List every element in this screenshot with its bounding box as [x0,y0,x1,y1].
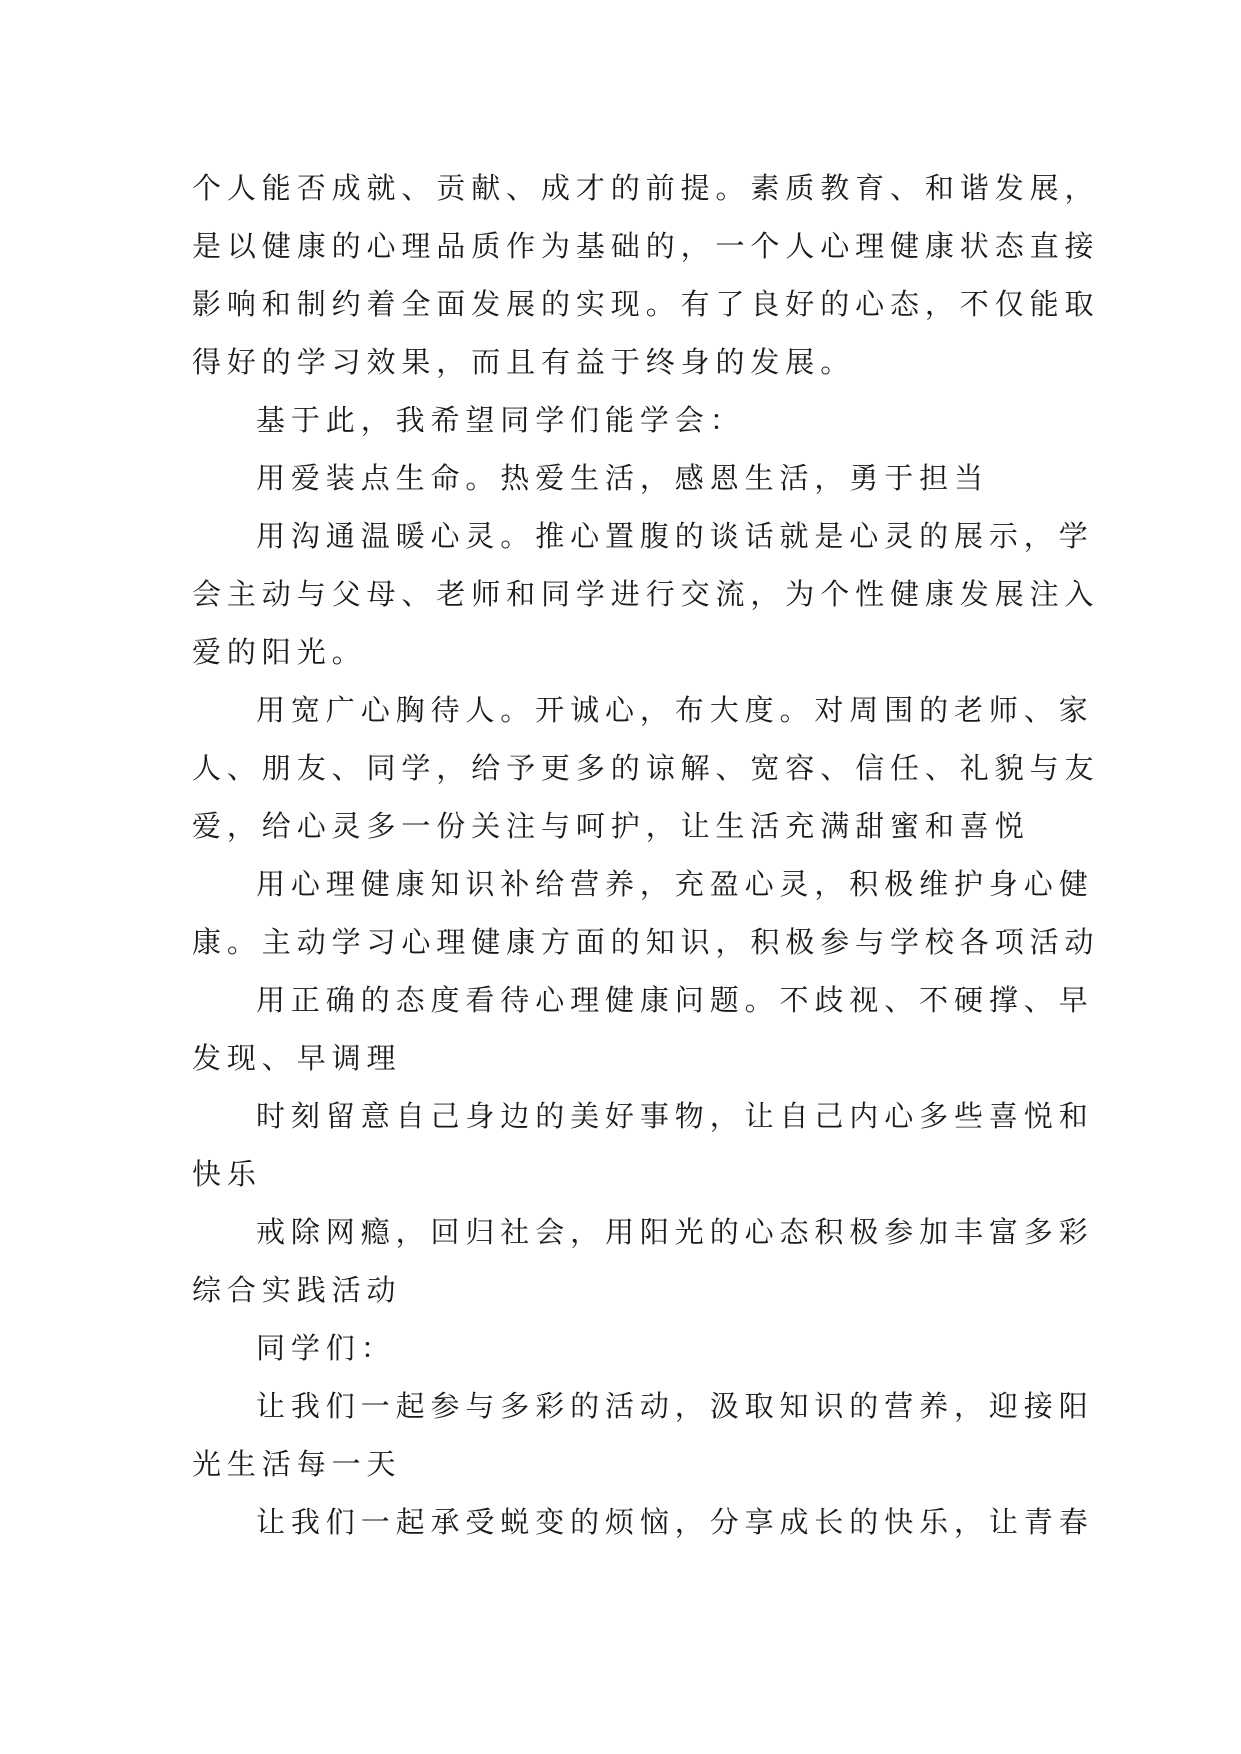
paragraph-start: 用爱装点生命。热爱生活，感恩生活，勇于担当 [256,461,989,495]
paragraph-start: 基于此，我希望同学们能学会： [256,403,745,437]
text-line: 光生活每一天 [192,1447,402,1481]
paragraph-start: 戒除网瘾，回归社会，用阳光的心态积极参加丰富多彩 [256,1215,1094,1249]
text-line: 得好的学习效果，而且有益于终身的发展。 [192,345,856,379]
paragraph-start: 让我们一起参与多彩的活动，汲取知识的营养，迎接阳 [256,1389,1094,1423]
paragraph-start: 让我们一起承受蜕变的烦恼，分享成长的快乐，让青春 [256,1505,1094,1539]
text-line: 爱的阳光。 [192,635,367,669]
text-line: 会主动与父母、老师和同学进行交流，为个性健康发展注入 [192,577,1100,611]
text-line: 是以健康的心理品质作为基础的，一个人心理健康状态直接 [192,229,1100,263]
text-line: 爱，给心灵多一份关注与呵护，让生活充满甜蜜和喜悦 [192,809,1030,843]
paragraph-start: 用宽广心胸待人。开诚心，布大度。对周围的老师、家 [256,693,1094,727]
paragraph-start: 用正确的态度看待心理健康问题。不歧视、不硬撑、早 [256,983,1094,1017]
text-line: 人、朋友、同学，给予更多的谅解、宽容、信任、礼貌与友 [192,751,1100,785]
text-line: 影响和制约着全面发展的实现。有了良好的心态，不仅能取 [192,287,1100,321]
text-line: 综合实践活动 [192,1273,402,1307]
paragraph-start: 同学们： [256,1331,396,1365]
paragraph-start: 用沟通温暖心灵。推心置腹的谈话就是心灵的展示，学 [256,519,1094,553]
text-line: 康。主动学习心理健康方面的知识，积极参与学校各项活动 [192,925,1100,959]
paragraph-start: 用心理健康知识补给营养，充盈心灵，积极维护身心健 [256,867,1094,901]
text-line: 发现、早调理 [192,1041,402,1075]
text-line: 个人能否成就、贡献、成才的前提。素质教育、和谐发展， [192,171,1100,205]
paragraph-start: 时刻留意自己身边的美好事物，让自己内心多些喜悦和 [256,1099,1094,1133]
text-line: 快乐 [192,1157,262,1191]
